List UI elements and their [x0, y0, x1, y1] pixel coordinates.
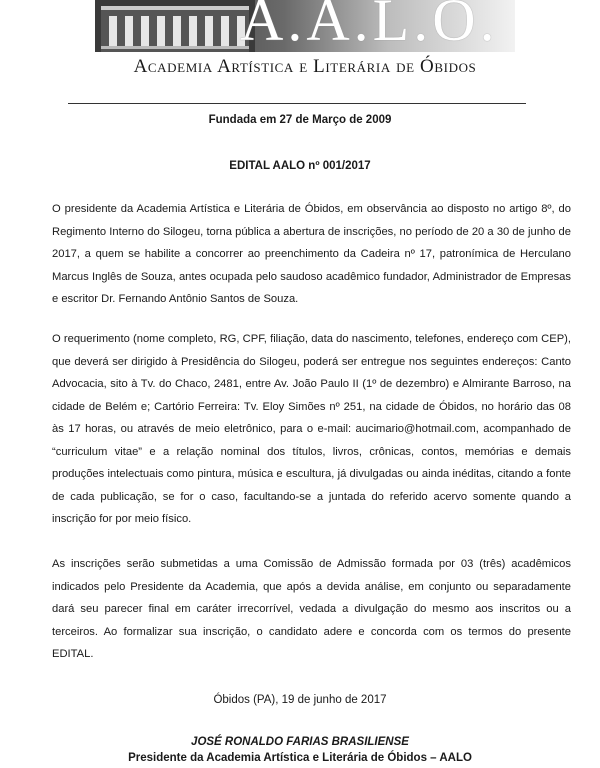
signature-role: Presidente da Academia Artística e Literária de Óbidos – AALO — [128, 752, 472, 764]
edital-title: EDITAL AALO nº 001/2017 — [229, 160, 371, 172]
paragraph-1: O presidente da Academia Artística e Literária de Óbidos, em observância ao disposto no artigo 8º, do Regimento Interno do Silogeu, torna pública a abertura de inscrições, no período de 20 a 30 de junho de 2017, a quem se habilite a concorrer ao preenchimento da Cadeira nº 17, patronímica de Herculano Marcus Inglês de Souza, antes ocupada pelo saudoso acadêmico fundador, Administrador de Empresas e escritor Dr. Fernando Antônio Santos de Souza. — [52, 203, 571, 305]
letterhead — [95, 0, 515, 88]
signature-name: JOSÉ RONALDO FARIAS BRASILIENSE — [191, 736, 409, 748]
logo-banner — [95, 0, 515, 52]
paragraph-2: O requerimento (nome completo, RG, CPF, filiação, data do nascimento, telefones, endereço com CEP), que deverá ser dirigido à Presidência do Silogeu, poderá ser entregue nos seguintes endereços: Canto Advocacia, sito à Tv. do Chaco, 2481, entre Av. João Paulo II (1º de dezembro) e Almirante Barroso, na cidade de Belém e; Cartório Ferreira: Tv. Eloy Simões nº 251, na cidade de Óbidos, no horário das 08 às 17 horas, ou através de meio eletrônico, para o e-mail: aucimario@hotmail.com, acompanhado de “curriculum vitae” e a relação nominal dos títulos, livros, crônicas, contos, memórias e demais produções intelectuais como pintura, música e escultura, já divulgadas ou ainda inéditas, citando a fonte de cada publicação, se for o caso, facultando-se a juntada do referido acervo somente quando a inscrição for por meio físico. — [52, 333, 571, 525]
header-divider — [68, 103, 526, 104]
logo-text: A.A.L.O. — [240, 0, 499, 52]
building-illustration — [95, 0, 255, 52]
founded-line: Fundada em 27 de Março de 2009 — [208, 114, 392, 126]
academy-name: Academia Artística e Literária de Óbidos — [133, 56, 477, 77]
paragraph-3: As inscrições serão submetidas a uma Comissão de Admissão formada por 03 (três) acadêmicos indicados pelo Presidente da Academia, que após a devida análise, em conjunto ou separadamente dará seu parecer final em caráter irrecorrível, vedada a divulgação do mesmo aos inscritos ou a terceiros. Ao formalizar sua inscrição, o candidato adere e concorda com os termos do presente EDITAL. — [52, 558, 571, 660]
place-date: Óbidos (PA), 19 de junho de 2017 — [213, 694, 387, 706]
